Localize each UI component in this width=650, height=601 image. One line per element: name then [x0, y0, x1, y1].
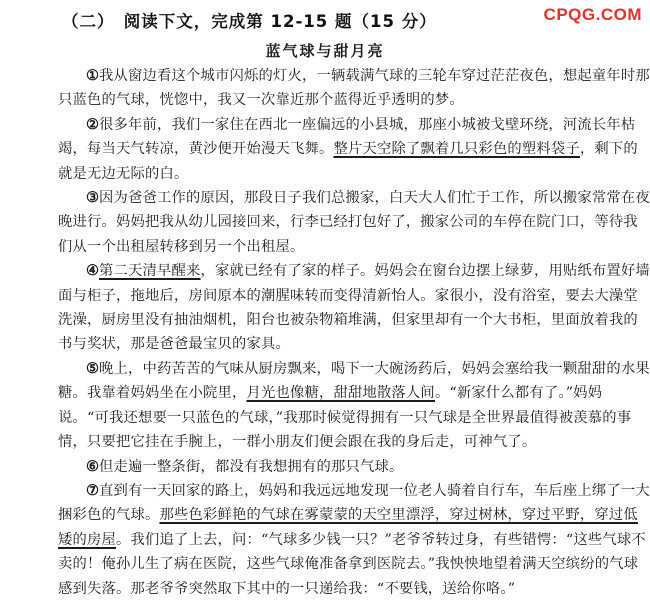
paragraph-text: 因为爸爸工作的原因，那段日子我们总搬家，白天大人们忙于工作，所以搬家常常在夜晚进行。妈妈把我从幼儿园接回来，行李已经打包好了，搬家公司的车停在院门口，等待我们从一个出租屋转移到另一个出租屋。 [58, 190, 650, 255]
underlined-sentence: 整片天空除了飘着几只彩色的塑料袋子 [333, 141, 580, 158]
paragraph [58, 357, 650, 455]
article-body [58, 64, 650, 601]
paragraph-text: ，剩下的就是无边无际的白。 [58, 141, 638, 182]
paragraph [58, 113, 650, 186]
paragraph-number: ⑦ [86, 482, 100, 499]
paragraph-number: ④ [86, 263, 100, 280]
paragraph [58, 455, 650, 479]
paragraph-number: ③ [86, 190, 100, 207]
paragraph-text: 。“新家什么都有了。”妈妈说。“可我还想要一只蓝色的气球，”我那时候觉得拥有一只气球是全世界最值得被羡慕的事情，只要把它挂在手腕上，一群小朋友们便会跟在我的身后走，可神气了。 [58, 385, 632, 451]
paragraph-number: ⑥ [86, 458, 100, 475]
paragraph-text: 很多年前，我们一家住在西北一座偏远的小县城，那座小城被戈壁环绕，河流长年枯竭，每当天气转凉，黄沙便开始漫天飞舞。 [58, 116, 636, 158]
paragraph [58, 186, 650, 259]
paragraph [58, 64, 650, 113]
article-title: 蓝气球与甜月亮 [265, 42, 385, 60]
paragraph [58, 479, 650, 601]
paragraph-text: 晚上，中药苦苦的气味从厨房飘来，喝下一大碗汤药后，妈妈会塞给我一颗甜甜的水果糖。我靠着妈妈坐在小院里， [58, 360, 650, 402]
paragraph-text: 直到有一天回家的路上，妈妈和我远远地发现一位老人骑着自行车，车后座上绑了一大捆彩色的气球。 [58, 482, 650, 524]
paragraph-text: 但走遍一整条街，都没有我想拥有的那只气球。 [99, 458, 404, 475]
paragraph [58, 259, 650, 357]
paragraph-number: ① [86, 68, 100, 84]
section-heading: （二） 阅读下文，完成第 12-15 题（15 分） [62, 12, 437, 31]
site-watermark: CPQG.COM [543, 5, 642, 24]
paragraph-number: ② [86, 116, 100, 133]
paragraph-text: ，家就已经有了家的样子。妈妈会在窗台边摆上绿萝，用贴纸布置好墙面与柜子，拖地后，房间原本的潮腥味转而变得清新怡人。家很小，没有浴室，要去大澡堂洗澡，厨房里没有抽油烟机，阳台也被杂物箱堆满，但家里却有一个大书柜，里面放着我的书与奖状，那是爸爸最宝贝的家具。 [58, 263, 650, 353]
paragraph-text: 。我们追了上去，问：“气球多少钱一只？”老爷爷转过身，有些错愕：“这些气球不卖的！俺孙儿生了病在医院，这些气球俺准备拿到医院去。”我怏怏地望着满天空缤纷的气球感到失落。那老爷爷突然取下其中的一只递给我：“不要钱，送给你咯。” [58, 531, 646, 597]
paragraph-text: 我从窗边看这个城市闪烁的灯火，一辆载满气球的三轮车穿过茫茫夜色，想起童年时那只蓝色的气球，恍惚中，我又一次靠近那个蓝得近乎透明的梦。 [58, 68, 650, 109]
underlined-sentence: 那些色彩鲜艳的气球在雾蒙蒙的天空里漂浮，穿过树林，穿过平野，穿过低矮的房屋 [58, 507, 638, 548]
underlined-sentence: 月光也像糖，甜甜地散落人间 [246, 385, 435, 402]
underlined-sentence: 第二天清早醒来 [99, 263, 201, 280]
paragraph-number: ⑤ [86, 360, 100, 377]
